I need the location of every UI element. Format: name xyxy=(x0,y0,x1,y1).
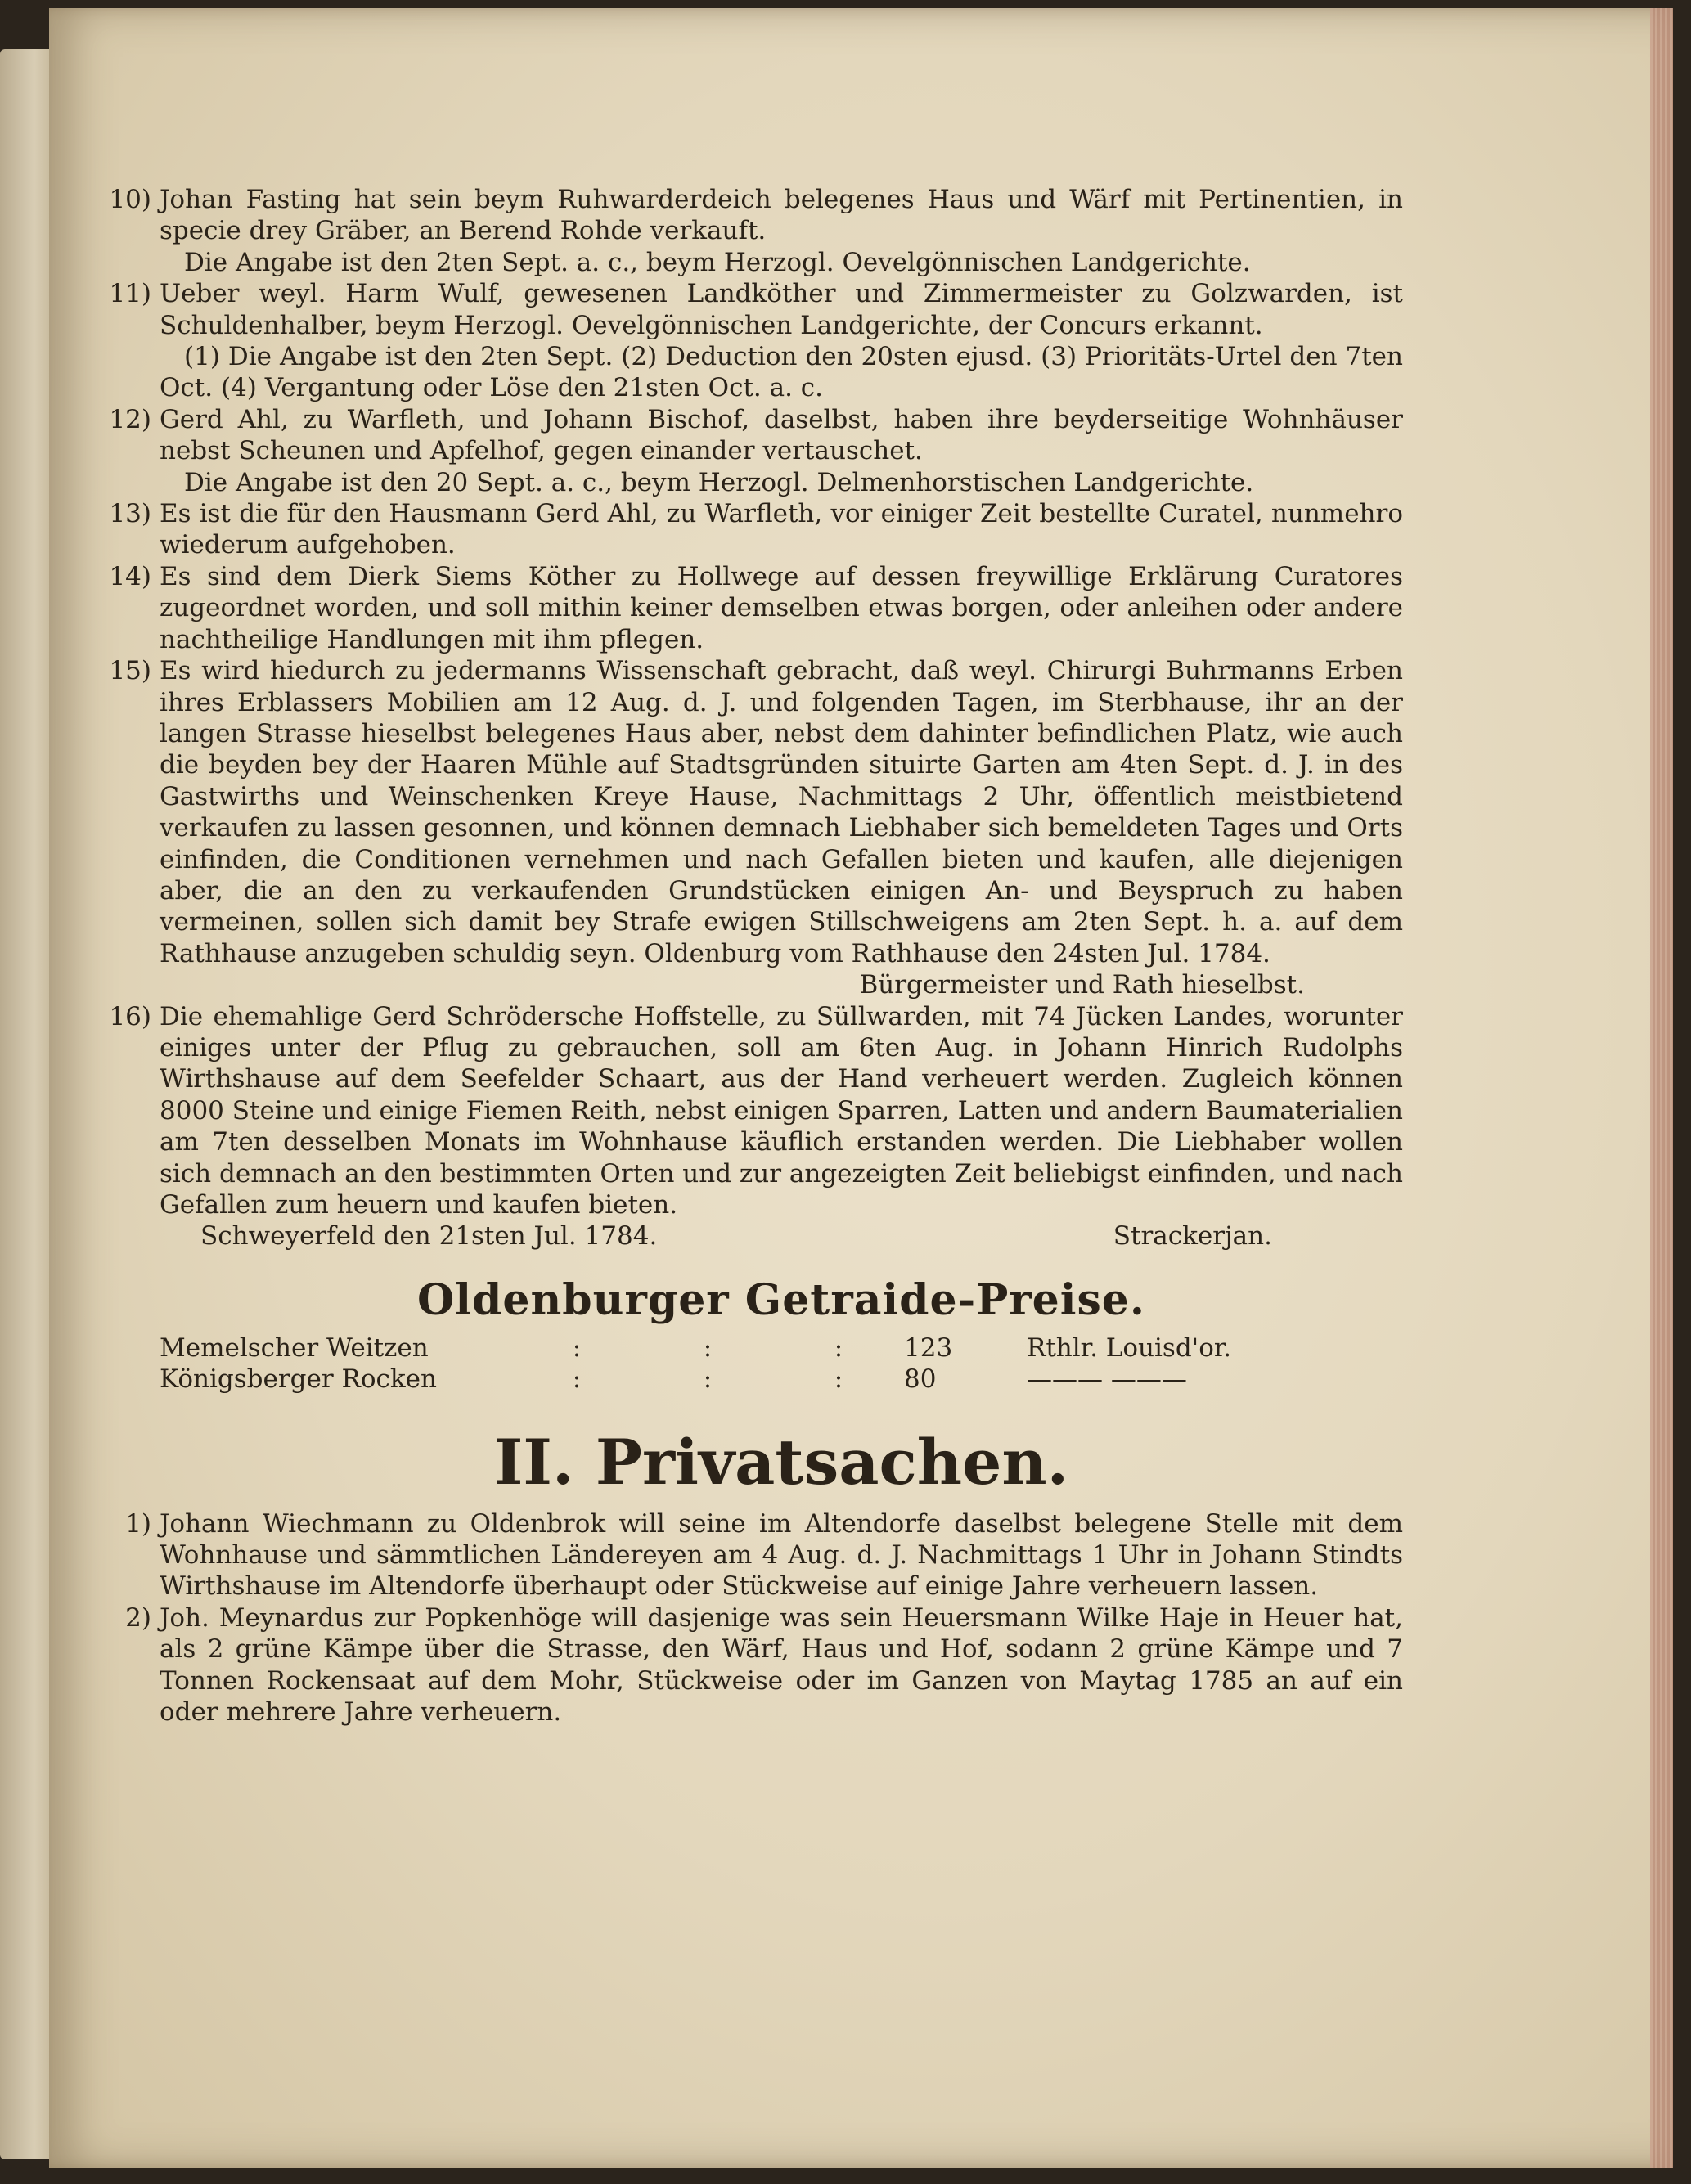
leader: : xyxy=(572,1332,582,1363)
entry-text: Johann Wiechmann zu Oldenbrok will seine im Altendorfe daselbst belegene Stelle mit dem Wohnhause und sämmtlichen Ländereyen am 4 Aug. d. J. Nachmittags 1 Uhr in Johann Stindts Wirthshause im Altendorfe überhaupt oder Stückweise auf einige Jahre verheuern lassen. xyxy=(160,1508,1403,1602)
entry-note: Die Angabe ist den 2ten Sept. a. c., beym Herzogl. Oevelgönnischen Landgerichte. xyxy=(184,247,1251,277)
price-row xyxy=(0,1332,1403,1364)
entry-text: Joh. Meynardus zur Popkenhöge will dasjenige was sein Heuersmann Wilke Haje in Heuer hat, als 2 grüne Kämpe über die Strasse, den Wärf, Haus und Hof, sodann 2 grüne Kämpe und 7 Tonnen Rockensaat auf dem Mohr, Stückweise oder im Ganzen von Maytag 1785 an auf ein oder mehrere Jahre verheuern. xyxy=(160,1602,1403,1728)
section-title: II. Privatsachen. xyxy=(493,1425,1069,1499)
price-unit: Rthlr. Louisd'or. xyxy=(1027,1332,1232,1363)
leader: : xyxy=(834,1332,843,1363)
entry-12 xyxy=(109,404,1403,467)
entry-text: Es sind dem Dierk Siems Köther zu Hollwege auf dessen freywillige Erklärung Curatores zugeordnet worden, und soll mithin keiner demselben etwas borgen, oder anleihen oder andere nachtheilige Handlungen mit ihm pflegen. xyxy=(160,561,1403,654)
entry-text: Es ist die für den Hausmann Gerd Ahl, zu Warfleth, vor einiger Zeit bestellte Curatel, nunmehro wiederum aufgehoben. xyxy=(160,499,1403,560)
prices-title: Oldenburger Getraide-Preise. xyxy=(417,1274,1145,1325)
page-text xyxy=(109,184,1403,1728)
price-value: 123 xyxy=(904,1332,953,1363)
price-grain: Memelscher Weitzen xyxy=(160,1332,429,1363)
entry-16 xyxy=(109,1001,1403,1221)
private-entry-2 xyxy=(125,1602,1403,1728)
entry-number: 1) xyxy=(125,1508,151,1539)
entry-text: Gerd Ahl, zu Warfleth, und Johann Bischof, daselbst, haben ihre beyderseitige Wohnhäuser nebst Scheunen und Apfelhof, gegen einander vertauschet. xyxy=(160,404,1403,466)
price-leaders xyxy=(511,1364,904,1395)
dateline-place: Schweyerfeld den 21sten Jul. 1784. xyxy=(200,1221,658,1252)
entry-11 xyxy=(109,278,1403,341)
page-edge xyxy=(1650,8,1673,2168)
entry-text: Ueber weyl. Harm Wulf, gewesenen Landköther und Zimmermeister zu Golzwarden, ist Schuldenhalber, beym Herzogl. Oevelgönnischen Landgerichte, der Concurs erkannt. xyxy=(160,279,1403,340)
entry-text: Es wird hiedurch zu jedermanns Wissenschaft gebracht, daß weyl. Chirurgi Buhrmanns Erben ihres Erblassers Mobilien am 12 Aug. d. J. und folgenden Tagen, im Sterbhause, ihr an der langen Strasse hieselbst belegenes Haus aber, nebst dem dahinter befindlichen Platz, wie auch die beyden bey der Haaren Mühle auf Stadtsgründen situirte Garten am 4ten Sept. d. J. in des Gastwirths und Weinschenken Kreye Hause, Nachmittags 2 Uhr, öffentlich meistbietend verkaufen zu lassen gesonnen, und können demnach Liebhaber sich bemeldeten Tages und Orts einfinden, die Conditionen vernehmen und nach Gefallen bieten und kaufen, alle diejenigen aber, die an den zu verkaufenden Grundstücken einigen An- und Beyspruch zu haben vermeinen, sollen sich damit bey Strafe ewigen Stillschweigens am 2ten Sept. h. a. auf dem Rathhause anzugeben schuldig seyn. Oldenburg vom Rathhause den 24sten Jul. 1784. xyxy=(160,656,1403,968)
entry-number: 11) xyxy=(109,279,151,309)
entry-text: Die ehemahlige Gerd Schrödersche Hoffstelle, zu Süllwarden, mit 74 Jücken Landes, worunter einiges unter der Pflug zu gebrauchen, soll am 6ten Aug. in Johann Hinrich Rudolphs Wirthshause auf dem Seefelder Schaart, aus der Hand verheuert werden. Zugleich können 8000 Steine und einige Fiemen Reith, nebst einigen Sparren, Latten und andern Baumaterialien am 7ten desselben Monats im Wohnhause käuflich erstanden werden. Die Liebhaber wollen sich demnach an den bestimmten Orten und zur angezeigten Zeit beliebigst einfinden, und nach Gefallen zum heuern und kaufen bieten. xyxy=(160,1001,1403,1220)
entry-note: Die Angabe ist den 20 Sept. a. c., beym Herzogl. Delmenhorstischen Landgerichte. xyxy=(184,467,1254,497)
private-entry-1 xyxy=(125,1508,1403,1602)
entry-note: (1) Die Angabe ist den 2ten Sept. (2) Deduction den 20sten ejusd. (3) Prioritäts-Urtel den 7ten Oct. (4) Vergantung oder Löse den 21sten Oct. a. c. xyxy=(160,342,1403,403)
entry-number: 16) xyxy=(109,1001,151,1031)
entry-number: 12) xyxy=(109,404,151,434)
entry-14 xyxy=(109,561,1403,655)
signature: Bürgermeister und Rath hieselbst. xyxy=(859,970,1305,1000)
leader: : xyxy=(703,1332,713,1363)
price-leaders xyxy=(511,1332,904,1364)
price-unit: ——— ——— xyxy=(1027,1364,1187,1395)
price-grain: Königsberger Rocken xyxy=(160,1364,437,1395)
dateline xyxy=(160,1220,1403,1252)
leader: : xyxy=(703,1364,713,1395)
entry-10 xyxy=(109,184,1403,247)
dateline-name: Strackerjan. xyxy=(1113,1221,1272,1252)
price-row xyxy=(0,1364,1403,1395)
price-value: 80 xyxy=(904,1364,937,1395)
leader: : xyxy=(572,1364,582,1395)
leader: : xyxy=(834,1364,843,1395)
entry-text: Johan Fasting hat sein beym Ruhwarderdeich belegenes Haus und Wärf mit Pertinentien, in specie drey Gräber, an Berend Rohde verkauft. xyxy=(160,185,1403,246)
entry-number: 2) xyxy=(125,1602,151,1633)
entry-13 xyxy=(109,498,1403,561)
entry-number: 15) xyxy=(109,656,151,686)
entry-number: 10) xyxy=(109,185,151,214)
entry-number: 14) xyxy=(109,561,151,591)
entry-15 xyxy=(109,655,1403,969)
entry-number: 13) xyxy=(109,499,151,529)
